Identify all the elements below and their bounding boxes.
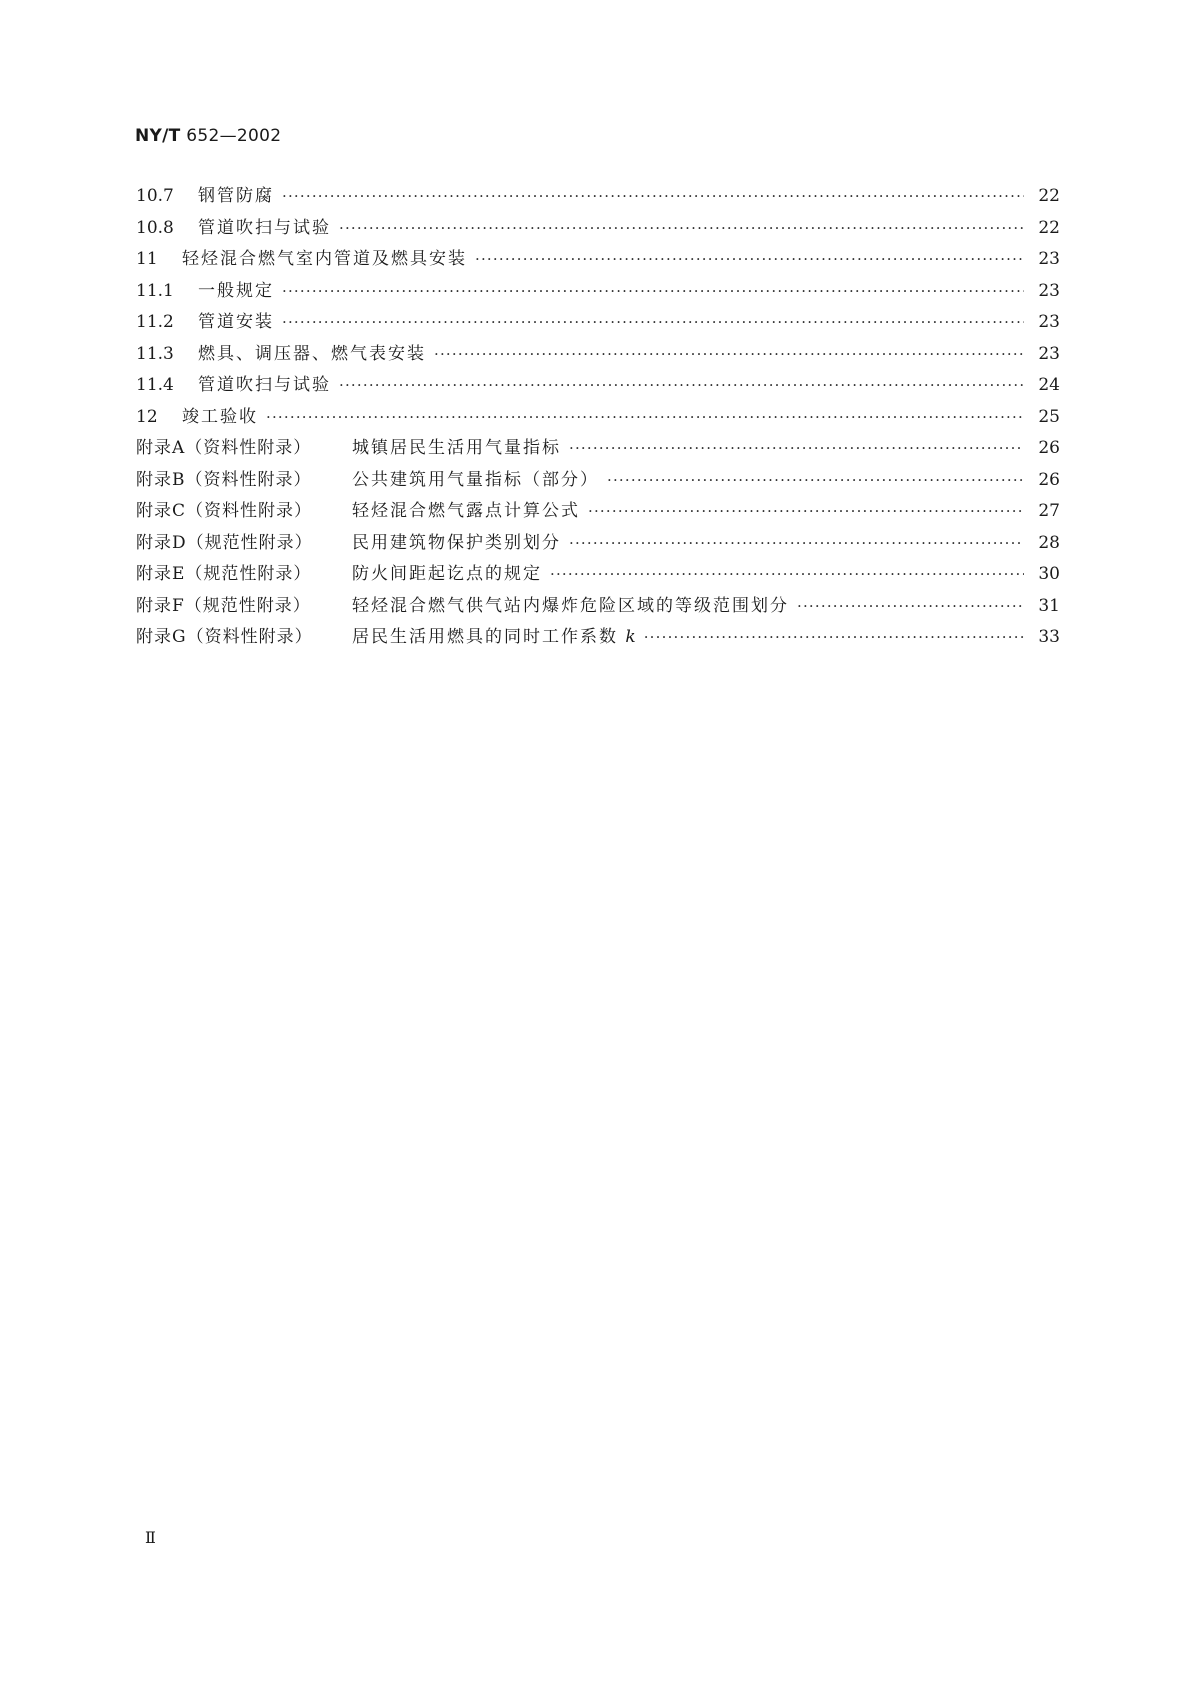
- dot-leader: [475, 250, 1024, 268]
- dot-leader: [282, 313, 1024, 331]
- dot-leader: [550, 565, 1024, 583]
- toc-entry-page: 23: [1038, 280, 1060, 301]
- dot-leader: [797, 597, 1024, 615]
- toc-entry-10-7[interactable]: [136, 181, 1060, 213]
- toc-entry-11-1[interactable]: [136, 276, 1060, 308]
- toc-entry-number: 10.7: [136, 186, 174, 206]
- toc-entry-title: 轻烃混合燃气供气站内爆炸危险区域的等级范围划分: [352, 595, 789, 616]
- dot-leader: [434, 345, 1024, 363]
- toc-entry-appendix-a[interactable]: [136, 433, 1060, 465]
- toc-entry-appendix-f[interactable]: [136, 591, 1060, 623]
- toc-entry-title-variable: k: [625, 627, 636, 647]
- document-header: [135, 126, 281, 146]
- table-of-contents: [136, 181, 1060, 654]
- toc-entry-11[interactable]: [136, 244, 1060, 276]
- toc-entry-title-text: 居民生活用燃具的同时工作系数: [352, 627, 618, 647]
- toc-entry-appendix-d[interactable]: [136, 528, 1060, 560]
- toc-entry-appendix-b[interactable]: [136, 465, 1060, 497]
- toc-entry-title: 城镇居民生活用气量指标: [352, 438, 561, 458]
- toc-entry-title: 轻烃混合燃气室内管道及燃具安装: [182, 249, 467, 269]
- toc-entry-11-3[interactable]: [136, 339, 1060, 371]
- dot-leader: [282, 187, 1024, 205]
- toc-entry-number: 10.8: [136, 217, 174, 238]
- toc-entry-number: 11.2: [136, 312, 174, 332]
- toc-entry-number: 12: [136, 406, 158, 427]
- toc-entry-number: 附录F（规范性附录）: [136, 595, 311, 616]
- toc-entry-page: 25: [1038, 406, 1060, 427]
- dot-leader: [339, 376, 1024, 394]
- toc-entry-page: 30: [1038, 564, 1060, 584]
- dot-leader: [282, 282, 1024, 300]
- toc-entry-10-8[interactable]: [136, 213, 1060, 245]
- toc-entry-number: 11: [136, 249, 158, 269]
- toc-entry-number: 附录B（资料性附录）: [136, 469, 312, 490]
- toc-entry-number: 11.1: [136, 280, 174, 301]
- page-number: Ⅱ: [145, 1528, 156, 1547]
- toc-entry-appendix-e[interactable]: [136, 559, 1060, 591]
- standard-prefix: NY/T: [135, 126, 181, 146]
- dot-leader: [607, 471, 1024, 489]
- toc-entry-title: 公共建筑用气量指标（部分）: [352, 469, 599, 490]
- toc-entry-number: 11.4: [136, 375, 174, 395]
- dot-leader: [266, 408, 1024, 426]
- toc-entry-title: [352, 622, 636, 647]
- toc-entry-11-2[interactable]: [136, 307, 1060, 339]
- toc-entry-title: 轻烃混合燃气露点计算公式: [352, 501, 580, 521]
- toc-entry-title: 管道吹扫与试验: [198, 375, 331, 395]
- toc-entry-number: 11.3: [136, 343, 174, 364]
- toc-entry-page: 22: [1038, 217, 1060, 238]
- toc-entry-title: 管道安装: [198, 312, 274, 332]
- toc-entry-page: 27: [1038, 501, 1060, 521]
- dot-leader: [588, 502, 1024, 520]
- dot-leader: [569, 534, 1024, 552]
- toc-entry-number: 附录D（规范性附录）: [136, 532, 313, 553]
- toc-entry-title: 管道吹扫与试验: [198, 217, 331, 238]
- toc-entry-title: 燃具、调压器、燃气表安装: [198, 343, 426, 364]
- toc-entry-page: 22: [1038, 186, 1060, 206]
- toc-entry-page: 23: [1038, 343, 1060, 364]
- toc-entry-page: 23: [1038, 249, 1060, 269]
- toc-entry-title: 一般规定: [198, 280, 274, 301]
- dot-leader: [569, 439, 1024, 457]
- toc-entry-page: 31: [1038, 595, 1060, 616]
- toc-entry-page: 26: [1038, 438, 1060, 458]
- toc-entry-appendix-g[interactable]: [136, 622, 1060, 654]
- toc-entry-page: 33: [1038, 627, 1060, 647]
- toc-entry-page: 28: [1038, 532, 1060, 553]
- toc-entry-title: 防火间距起讫点的规定: [352, 564, 542, 584]
- toc-entry-number: 附录A（资料性附录）: [136, 438, 312, 458]
- dot-leader: [339, 219, 1024, 237]
- toc-entry-page: 26: [1038, 469, 1060, 490]
- toc-entry-appendix-c[interactable]: [136, 496, 1060, 528]
- toc-entry-page: 23: [1038, 312, 1060, 332]
- toc-entry-number: 附录C（资料性附录）: [136, 501, 313, 521]
- toc-entry-number: 附录E（规范性附录）: [136, 564, 312, 584]
- toc-entry-number: 附录G（资料性附录）: [136, 627, 313, 647]
- standard-number: 652—2002: [180, 126, 282, 146]
- toc-entry-11-4[interactable]: [136, 370, 1060, 402]
- dot-leader: [644, 628, 1024, 646]
- toc-entry-title: 钢管防腐: [198, 186, 274, 206]
- toc-entry-12[interactable]: [136, 402, 1060, 434]
- toc-entry-page: 24: [1038, 375, 1060, 395]
- toc-entry-title: 竣工验收: [182, 406, 258, 427]
- toc-entry-title: 民用建筑物保护类别划分: [352, 532, 561, 553]
